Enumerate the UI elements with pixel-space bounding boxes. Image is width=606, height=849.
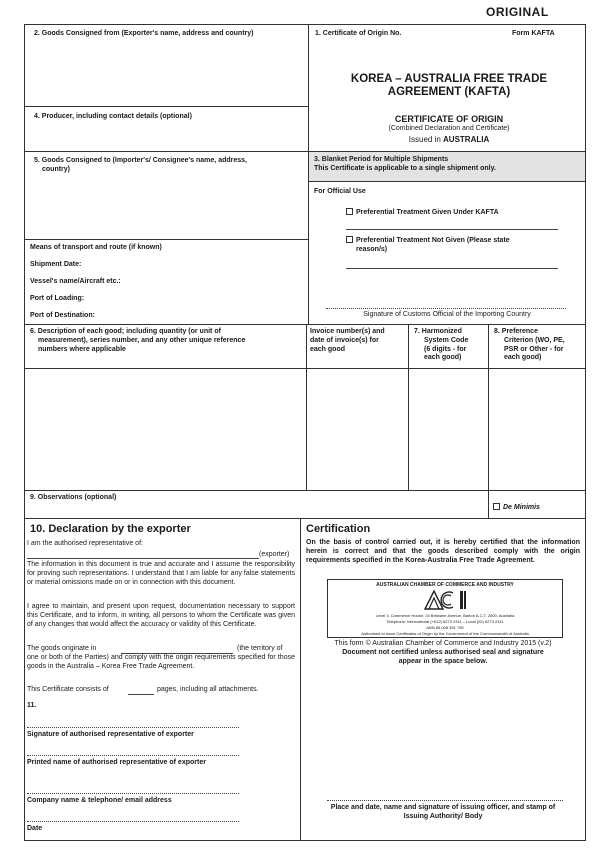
certification-warning [302,649,584,667]
box10-para4-b: pages, including all attachments. [157,686,259,693]
de-minimis-label: De Minimis [503,504,540,511]
divider-col-preference [488,324,489,518]
option-given-label: Preferential Treatment Given Under KAFTA [356,209,499,216]
printed-name-label: Printed name of authorised representative of exporter [27,759,206,766]
divider-columns-top [24,324,586,325]
form-frame [24,24,586,841]
form-kafta-label: Form KAFTA [512,30,555,37]
divider-col-invoice [306,324,307,490]
divider-box4-box5 [24,151,308,152]
place-date-line [327,800,563,801]
issued-in [320,135,578,145]
transport-label: Means of transport and route (if known) [30,244,162,251]
certification-warning-line2: appear in the space below. [398,657,488,665]
box5-label-line2: country) [42,165,70,173]
port-loading-label: Port of Loading: [30,295,85,302]
box5-label [34,157,247,175]
col8-header [494,328,565,363]
col6-header-line2: measurement), series number, and any other unique reference [38,336,246,344]
official-use-label: For Official Use [314,188,366,195]
col7-line1: 7. Harmonized [414,328,462,335]
issued-country: AUSTRALIA [443,135,490,144]
checkbox-given[interactable] [346,208,353,215]
col6-header [30,328,245,354]
acci-header: AUSTRALIAN CHAMBER OF COMMERCE AND INDUSTRY [376,582,514,588]
option-not-given-label-2: reason/s) [356,245,388,253]
issued-in-prefix: Issued in [408,135,444,144]
box10-para3-b: (the territory of [237,645,283,652]
port-destination-label: Port of Destination: [30,312,95,319]
col6-header-line3: numbers where applicable [38,345,126,353]
col-invoice-header [310,328,385,354]
acci-logo-icon [423,590,467,610]
option-given[interactable] [346,208,499,218]
acci-authorisation: Authorised to issue Certificates of Origin by the Government of the Commonwealth of Australia [361,631,529,636]
checkbox-not-given[interactable] [346,236,353,243]
col7-header [414,328,468,363]
company-line [27,793,239,794]
customs-signature-label: Signature of Customs Official of the Importing Country [363,311,531,318]
shipment-date-label: Shipment Date: [30,261,82,268]
box9-label: 9. Observations (optional) [30,494,117,501]
col8-line1: 8. Preference [494,328,538,335]
divider-box3-top [308,151,586,152]
agreement-title-line1: KOREA – AUSTRALIA FREE TRADE [350,73,548,85]
divider-box9-bottom [24,518,586,519]
box2-label: 2. Goods Consigned from (Exporter's name, address and country) [34,30,254,37]
divider-box3-bottom [308,181,586,182]
signature-label: Signature of authorised representative of exporter [27,731,194,738]
box3-label-line1: 3. Blanket Period for Multiple Shipments [314,156,449,163]
given-line [346,229,558,230]
place-date-label [302,804,584,822]
reason-line [346,268,558,269]
original-label: ORIGINAL [486,5,549,19]
box5-label-line1: 5. Goods Consigned to (Importer's/ Consignee's name, address, [34,157,247,164]
divider-col-hs [408,324,409,490]
box10-para1: The information in this document is true and accurate and I assume the responsibility for proving such representations. I understand that I am liable for any false statements or material omissions made on or in connection with this document. [27,561,295,586]
date-line [27,821,239,822]
form-copyright: This form © Australian Chamber of Commerce and Industry 2015 (v.2) [334,640,552,647]
box10-para2: I agree to maintain, and present upon request, documentation necessary to support this Certificate, and to inform, in writing, all persons to whom the Certificate was given of any changes that would affect the accuracy or validity of this Certificate. [27,603,295,628]
col-invoice-line3: each good [310,345,346,353]
divider-box5-transport [24,239,308,240]
certification-text: On the basis of control carried out, it is hereby certified that the information herein is correct and that the goods described comply with the origin requirements specified in the Korea-Australia Free Trade Agreement. [306,539,580,564]
box3-label [314,156,496,174]
box1-label: 1. Certificate of Origin No. [315,30,402,37]
company-label: Company name & telephone/ email address [27,797,172,804]
signature-line [27,727,239,728]
option-not-given-label: Preferential Treatment Not Given (Please state [356,237,510,244]
divider-bottom-vertical [300,518,301,841]
combined-subtitle: (Combined Declaration and Certificate) [388,125,510,132]
printed-name-line [27,755,239,756]
col8-line4: each good) [504,354,542,362]
exporter-suffix: (exporter) [259,551,290,558]
box4-label: 4. Producer, including contact details (optional) [34,113,192,120]
certificate-title: CERTIFICATE OF ORIGIN [394,114,504,124]
customs-signature-line [326,308,566,309]
agreement-title [320,73,578,98]
place-date-line1: Place and date, name and signature of issuing officer, and stamp of [330,804,556,811]
box3-label-line2: This Certificate is applicable to a single shipment only. [314,164,496,172]
checkbox-de-minimis[interactable] [493,503,500,510]
divider-box2-box4 [24,106,308,107]
box10-rep: I am the authorised representative of: [27,540,143,547]
vessel-label: Vessel's name/Aircraft etc.: [30,278,121,285]
box10-title: 10. Declaration by the exporter [30,523,191,535]
col-invoice-line1: Invoice number(s) and [310,328,385,335]
certification-warning-line1: Document not certified unless authorised seal and signature [342,649,544,656]
certification-title: Certification [306,523,371,535]
col7-line4: each good) [424,354,462,362]
col-invoice-line2: date of invoice(s) for [310,336,379,344]
col7-line2: System Code [424,336,469,344]
divider-columns-header [24,368,586,369]
box10-para4-a: This Certificate consists of [27,686,109,693]
agreement-title-line2: AGREEMENT (KAFTA) [387,85,511,98]
place-date-line2: Issuing Authority/ Body [403,812,483,820]
acci-abn: ABN 85 008 391 795 [426,625,464,630]
box10-para3-c: one or both of the Parties) and comply with the origin requirements specified for those goods in the Australia – Korea Free Trade Agreement. [27,654,295,670]
de-minimis-option[interactable] [493,503,540,513]
box11-label: 11. [27,702,37,709]
col8-line2: Criterion (WO, PE, [504,336,565,344]
divider-box9-top [24,490,586,491]
col7-line3: (6 digits - for [424,345,467,353]
box10-para3-a: The goods originate in [27,645,97,652]
acci-telephone: Telephone: International (+612) 6273 2311 – Local (02) 6273 2311 [386,619,504,624]
acci-stamp-box [327,579,563,638]
col6-header-line1: 6. Description of each good; including quantity (or unit of [30,328,221,335]
option-not-given[interactable] [346,236,510,255]
acci-address: Level 3, Commerce House, 24 Brisbane Avenue, Barton A.C.T. 2600, Australia [375,613,515,618]
date-label: Date [27,825,43,832]
pages-line [128,694,154,695]
col8-line3: PSR or Other - for [504,345,564,353]
exporter-line [27,558,259,559]
